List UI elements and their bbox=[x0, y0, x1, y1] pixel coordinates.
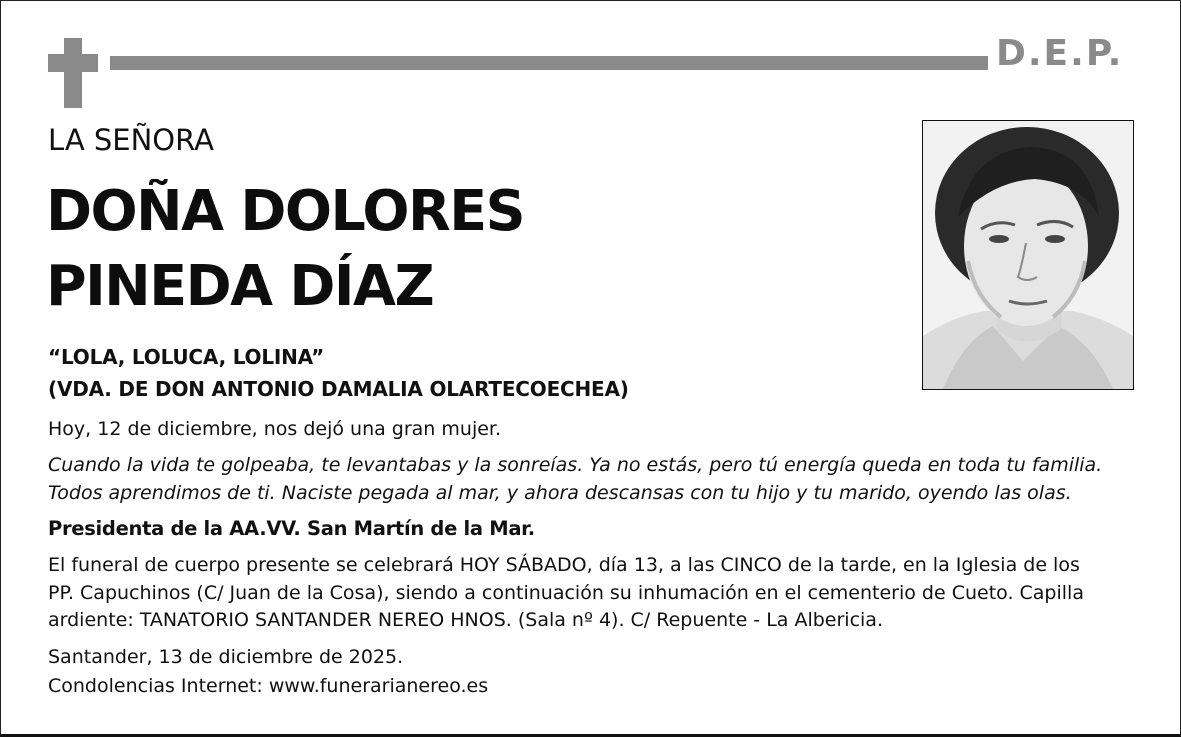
dep-label: D.E.P. bbox=[996, 33, 1124, 74]
quote-line-2: Todos aprendimos de ti. Naciste pegada al mar, y ahora descansas con tu hijo y tu marido, oyendo las olas. bbox=[48, 482, 1072, 504]
cross-icon bbox=[64, 38, 82, 108]
quote-line-1: Cuando la vida te golpeaba, te levantabas y la sonreías. Ya no estás, pero tú energía queda en toda tu familia. bbox=[48, 454, 1103, 476]
condolences-text: Condolencias Internet: www.funerarianereo.es bbox=[48, 675, 489, 697]
cross-icon-bar bbox=[48, 54, 98, 72]
funeral-text-line-3: ardiente: TANATORIO SANTANDER NEREO HNOS. (Sala nº 4). C/ Repuente - La Albericia. bbox=[48, 609, 883, 631]
announcement-text: Hoy, 12 de diciembre, nos dejó una gran mujer. bbox=[48, 418, 502, 440]
role-text: Presidenta de la AA.VV. San Martín de la Mar. bbox=[48, 517, 535, 540]
nickname: “LOLA, LOLUCA, LOLINA” bbox=[48, 345, 325, 369]
deceased-name-line-2: PINEDA DÍAZ bbox=[46, 254, 434, 319]
place-date: Santander, 13 de diciembre de 2025. bbox=[48, 646, 404, 668]
funeral-text-line-1: El funeral de cuerpo presente se celebrará HOY SÁBADO, día 13, a las CINCO de la tarde, en la Iglesia de los bbox=[48, 554, 1080, 576]
header-rule bbox=[110, 56, 988, 70]
deceased-name-line-1: DOÑA DOLORES bbox=[46, 179, 525, 244]
widow-of: (VDA. DE DON ANTONIO DAMALIA OLARTECOECHEA) bbox=[48, 377, 629, 401]
funeral-text-line-2: PP. Capuchinos (C/ Juan de la Cosa), siendo a continuación su inhumación en el cementerio de Cueto. Capilla bbox=[48, 582, 1084, 604]
title-prefix: LA SEÑORA bbox=[48, 123, 214, 157]
portrait-photo bbox=[922, 120, 1134, 390]
